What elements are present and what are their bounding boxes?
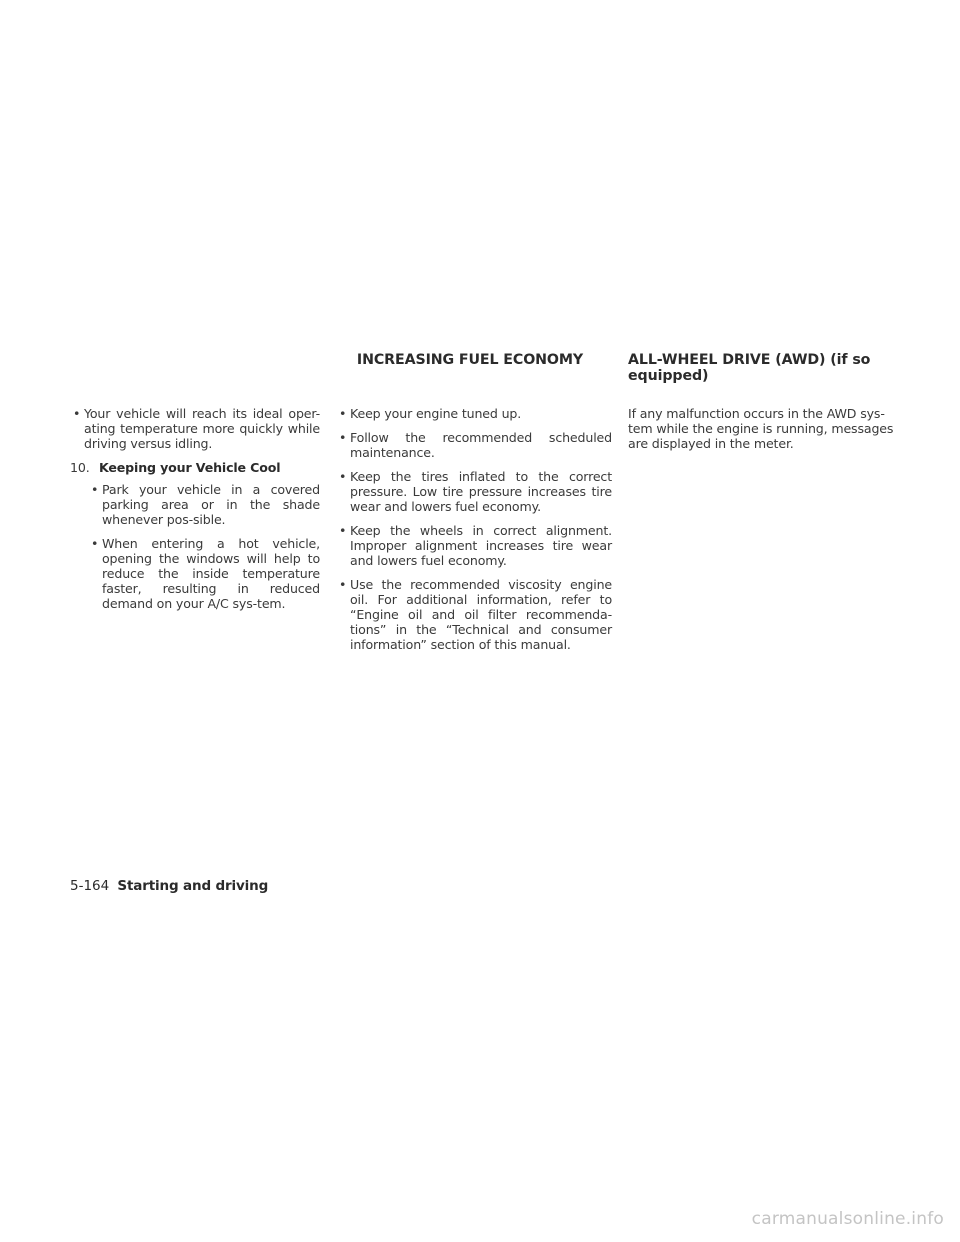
item-number: 10. bbox=[70, 460, 90, 475]
list-item bbox=[336, 406, 612, 421]
middle-column bbox=[328, 352, 612, 661]
list-item-text: Keep the wheels in correct alignment. Improper alignment increases tire wear and lowers fuel economy. bbox=[350, 523, 612, 568]
bullet-icon: • bbox=[339, 430, 347, 445]
list-item-text: Follow the recommended scheduled maintenance. bbox=[350, 430, 612, 460]
list-item bbox=[70, 406, 320, 451]
list-item-text: Use the recommended viscosity engine oil. For additional information, refer to “Engine oil and oil filter recommenda-tions” in the “Technical and consumer information” section of this manual. bbox=[350, 577, 612, 652]
item-title: Keeping your Vehicle Cool bbox=[99, 460, 281, 475]
page-footer bbox=[70, 878, 268, 894]
bullet-icon: • bbox=[339, 577, 347, 592]
list-item-text: Keep the tires inflated to the correct pressure. Low tire pressure increases tire wear and lowers fuel economy. bbox=[350, 469, 612, 514]
lead-bullet-list bbox=[70, 406, 320, 451]
section-heading-awd: ALL-WHEEL DRIVE (AWD) (if so equipped) bbox=[628, 352, 871, 384]
list-item-text: When entering a hot vehicle, opening the windows will help to reduce the inside temperature faster, resulting in reduced demand on your A/C sys-tem. bbox=[102, 536, 320, 611]
numbered-item-10 bbox=[70, 460, 320, 475]
list-item bbox=[336, 469, 612, 514]
bullet-icon: • bbox=[91, 536, 99, 551]
left-column bbox=[70, 406, 320, 620]
list-item-text: Keep your engine tuned up. bbox=[350, 406, 522, 421]
list-item bbox=[336, 430, 612, 460]
list-item-text: Your vehicle will reach its ideal oper-ating temperature more quickly while driving versus idling. bbox=[84, 406, 320, 451]
page-number: 5-164 bbox=[70, 878, 110, 894]
watermark-text: carmanualsonline.info bbox=[751, 1209, 944, 1229]
awd-paragraph: If any malfunction occurs in the AWD sys-tem while the engine is running, messages are displayed in the meter. bbox=[628, 406, 894, 451]
bullet-icon: • bbox=[339, 406, 347, 421]
section-name: Starting and driving bbox=[117, 878, 269, 894]
list-item bbox=[336, 523, 612, 568]
bullet-icon: • bbox=[73, 406, 81, 421]
list-item bbox=[88, 536, 320, 611]
bullet-icon: • bbox=[339, 523, 347, 538]
fuel-economy-list bbox=[336, 406, 612, 652]
right-column bbox=[620, 352, 908, 451]
bullet-icon: • bbox=[91, 482, 99, 497]
bullet-icon: • bbox=[339, 469, 347, 484]
list-item bbox=[88, 482, 320, 527]
list-item bbox=[336, 577, 612, 652]
cool-tips-list bbox=[88, 482, 320, 611]
list-item-text: Park your vehicle in a covered parking area or in the shade whenever pos-sible. bbox=[102, 482, 320, 527]
section-heading-fuel-economy: INCREASING FUEL ECONOMY bbox=[356, 352, 584, 368]
